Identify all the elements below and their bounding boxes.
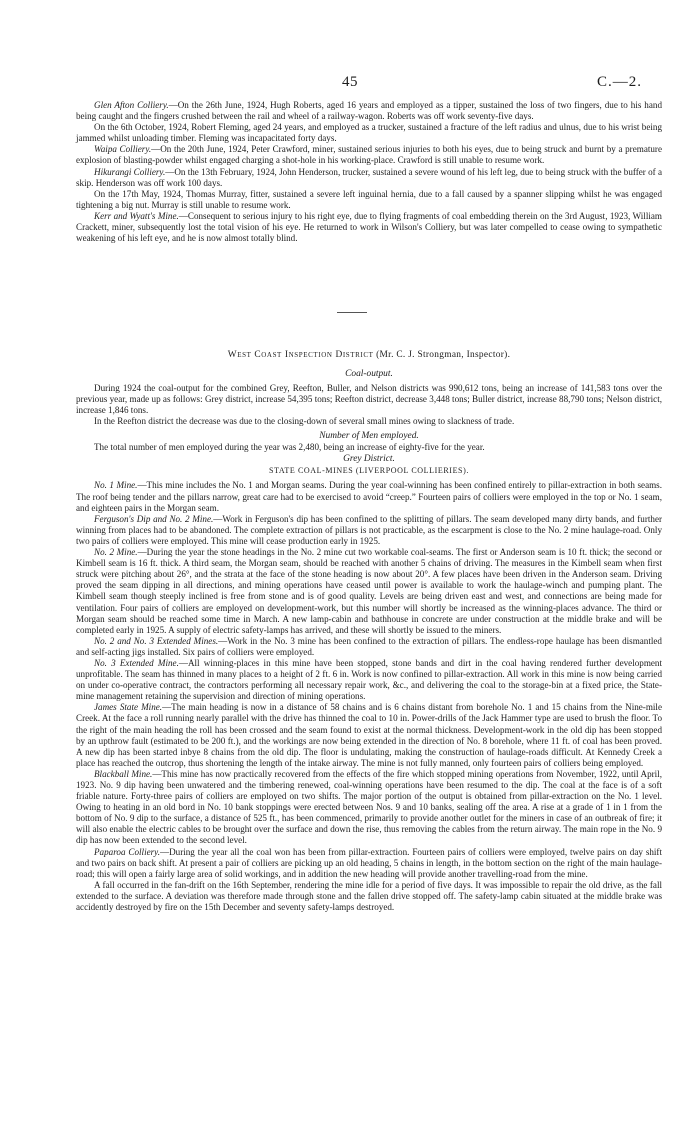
district-report (76, 368, 662, 913)
mine-paragraph: No. 2 Mine.—During the year the stone headings in the No. 2 mine cut two workable coal-seams. The first or Anderson seam is 10 ft. thick; the second or Kimbell seam is 16 ft. thick. A third seam, the Morgan seam, should be reached with another 5 chains of driving. The measures in the Kimbell seam when first struck were pitching about 26°, and the strata at the face of the stone heading is now about 20°. A few places have been driven in the Anderson seam. Driving proved the seam dipping in all directions, and mining operations have ceased until power is available to work the haulage-winch and pumping plant. The Kimbell seam though steeply inclined is free from stone and is of good quality. Levels are being driven east and west, and connections are being made for ventilation. Four pairs of colliers are employed on development-work, but this number will shortly be increased as the winning-places advance. The third or Morgan seam should be reached some time in March. A new lamp-cabin and bathhouse in concrete are under construction at the middle brake and will be completed early in 1925. A supply of electric safety-lamps has arrived, and these will shortly be issued to the miners. (76, 547, 662, 635)
mine-paragraph: James State Mine.—The main heading is now in a distance of 58 chains and is 6 chains distant from borehole No. 1 and 15 chains from the Nine-mile Creek. At the face a roll running nearly parallel with the drive has thinned the coal to 10 in. Power-drills of the Jack Hammer type are used to brush the floor. To the right of the main heading the roll has been crossed and the seam found to exist at the normal thickness. Development-work in the old dip has been stopped by an upthrow fault (estimated to be 200 ft.), and the workings are now being extended in the direction of No. 8 borehole, where 11 ft. of coal has been proved. A new dip has been started inbye 8 chains from the old dip. The floor is undulating, making the construction of haulage-roads difficult. At Kennedy Creek a place has reached the outcrop, thus shortening the length of the intake airway. The mine is not fully manned, only fourteen pairs of colliers being employed. (76, 702, 662, 768)
page-number: 45 (342, 74, 358, 90)
accident-paragraph: Glen Afton Colliery.—On the 26th June, 1924, Hugh Roberts, aged 16 years and employed as a tipper, sustained the loss of two fingers, due to his hand being caught and the fingers crushed between the rail and wheel of a railway-wagon. Roberts was off work seventy-five days. (76, 100, 662, 122)
state-mines-subheading: STATE COAL-MINES (LIVERPOOL COLLIERIES). (269, 466, 469, 476)
coal-output-paragraph: During 1924 the coal-output for the combined Grey, Reefton, Buller, and Nelson districts was 990,612 tons, being an increase of 141,583 tons over the previous year, made up as follows: Grey district, increase 54,395 tons; Reefton district, decrease 3,448 tons; Buller district, increase 88,790 tons; Nelson district, increase 1,846 tons. (76, 383, 662, 416)
mine-paragraph: Blackball Mine.—This mine has now practically recovered from the effects of the fire which stopped mining operations from November, 1922, until April, 1923. No. 9 dip having been unwatered and the timbering renewed, coal-winning operations have been resumed to the dip. The coal at the face is of a soft friable nature. Forty-three pairs of colliers are employed on two shifts. The major portion of the output is obtained from pillar-extraction on the No. 1 level. Owing to heating in an old bord in No. 10 bank stoppings were erected between Nos. 9 and 10 banks, sealing off the area. A rise at a grade of 1 in 1 from the bottom of No. 9 dip to the surface, a distance of 525 ft., has been commenced, primarily to provide another outlet for the miners in case of an outbreak of fire; it will also enable the electric cables to be brought over the surface and down the rise, thus removing the cables from the return airway. The main rope in the No. 9 dip has now been extended to the second level. (76, 768, 662, 846)
mine-paragraph: A fall occurred in the fan-drift on the 16th September, rendering the mine idle for a period of five days. It was impossible to repair the old drive, as the fall extended to the surface. A deviation was therefore made through stone and the fallen drive stopped off. The safety-lamp cabin situated at the middle brake was accidently destroyed by fire on the 15th December and seventy safety-lamps destroyed. (76, 879, 662, 913)
accident-paragraph: Kerr and Wyatt's Mine.—Consequent to serious injury to his right eye, due to flying fragments of coal embedding therein on the 3rd August, 1923, William Crackett, miner, subsequently lost the total vision of his eye. He returned to work in Wilson's Colliery, but was later compelled to cease owing to sympathetic weakening of his left eye, and he is now almost totally blind. (76, 210, 662, 244)
men-employed-paragraph: The total number of men employed during the year was 2,480, being an increase of eighty-five for the year. (94, 442, 485, 453)
coal-output-paragraph: In the Reefton district the decrease was due to the closing-down of several small mines owing to slackness of trade. (94, 416, 515, 427)
mine-paragraph: No. 2 and No. 3 Extended Mines.—Work in the No. 3 mine has been confined to the extraction of pillars. The endless-rope haulage has been dismantled and self-acting jigs installed. Six pairs of colliers were employed. (76, 635, 662, 657)
accident-paragraph: On the 6th October, 1924, Robert Fleming, aged 24 years, and employed as a trucker, sustained a fracture of the left radius and ulnus, due to his wrist being jammed whilst unloading timber. Fleming was incapacitated forty days. (76, 122, 662, 144)
accident-paragraph: On the 17th May, 1924, Thomas Murray, fitter, sustained a severe left inguinal hernia, due to a fall caused by a spanner slipping whilst he was engaged tightening a big nut. Murray is still unable to resume work. (76, 188, 662, 210)
coal-output-heading: Coal-output. (345, 369, 393, 379)
mine-paragraph: Ferguson's Dip and No. 2 Mine.—Work in Ferguson's dip has been confined to the splitting of pillars. The seam developed many dirty bands, and further winning from places had to be abandoned. The complete extraction of pillars is not practicable, as the escarpment is close to the No. 2 mine haulage-road. Only two pairs of colliers were employed. This mine will cease production early in 1925. (76, 513, 663, 546)
accident-reports (76, 100, 662, 244)
mine-paragraph: Paparoa Colliery.—During the year all the coal won has been from pillar-extraction. Fourteen pairs of colliers were employed, twelve pairs on day shift and two pairs on back shift. At present a pair of colliers are picking up an old heading, 5 chains in length, in the bottom section on the right of the main haulage-road; this will open a fairly large area of solid workings, and in addition the new heading will provide another travelling-road from the mine. (76, 846, 662, 879)
accident-paragraph: Hikurangi Colliery.—On the 13th February, 1924, John Henderson, trucker, sustained a severe wound of his left leg, due to being struck with the buffer of a skip. Henderson was off work 100 days. (76, 166, 663, 188)
district-heading: West Coast Inspection District (Mr. C. J. Strongman, Inspector). (227, 350, 511, 360)
grey-district-heading: Grey District. (343, 454, 395, 465)
mine-paragraph: No. 1 Mine.—This mine includes the No. 1 and Morgan seams. During the year coal-winning has been confined entirely to pillar-extraction in both seams. The roof being tender and the pillars narrow, great care had to be exercised to avoid “creep.” Fourteen pairs of colliers were employed in the top or No. 1 seam, and eighteen pairs in the Morgan seam. (76, 480, 662, 513)
accident-paragraph: Waipa Colliery.—On the 20th June, 1924, Peter Crawford, miner, sustained serious injuries to both his eyes, due to being struck and burnt by a premature explosion of blasting-powder whilst engaged charging a shot-hole in his working-place. Crawford is still unable to resume work. (76, 144, 662, 166)
mine-paragraph: No. 3 Extended Mine.—All winning-places in this mine have been stopped, stone bands and dirt in the coal having rendered further development unprofitable. The seam has thinned in many places to a height of 2 ft. 6 in. Work is now confined to pillar-extraction. All work in this mine is now being carried on under co-operative contract, the contractors performing all necessary repair work, &c., and delivering the coal to the storage-bin at a fixed price, the State-mine management retaining the supervision and direction of mining operations. (76, 657, 662, 702)
men-employed-heading: Number of Men employed. (319, 431, 419, 442)
section-divider (337, 312, 367, 313)
document-reference: C.—2. (596, 74, 642, 90)
